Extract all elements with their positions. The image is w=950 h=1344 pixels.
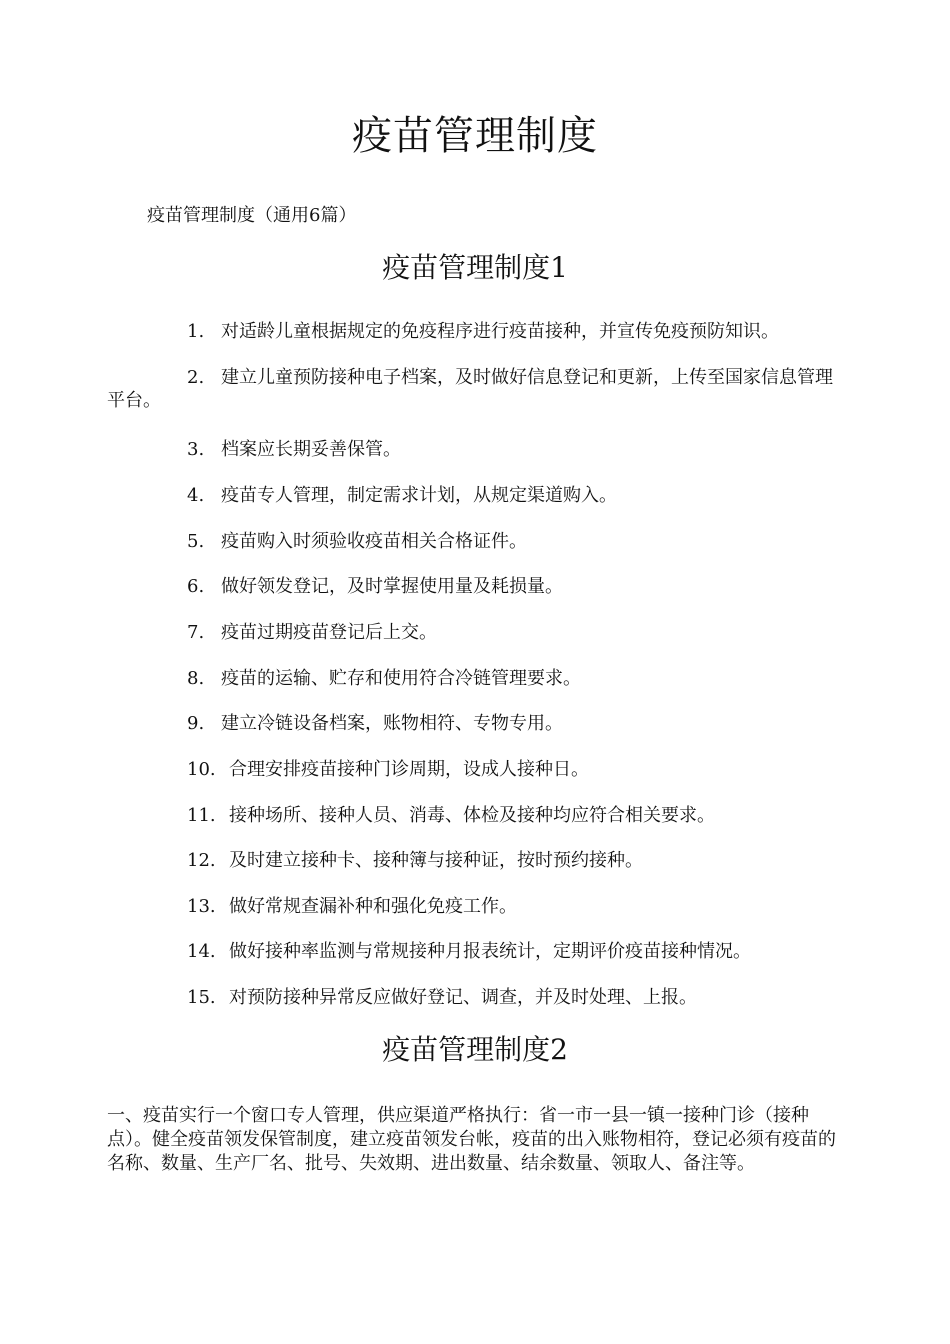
section-1-heading: 疫苗管理制度1 [382,251,568,284]
list-item-text: 做好领发登记，及时掌握使用量及耗损量。 [221,576,563,597]
list-item [107,895,847,918]
list-item [107,758,847,781]
section-2-paragraph: 一、疫苗实行一个窗口专人管理，供应渠道严格执行：省一市一县一镇一接种门诊（接种点）。健全疫苗领发保管制度，建立疫苗领发台帐，疫苗的出入账物相符，登记必须有疫苗的名称、数量、生产厂名、批号、失效期、进出数量、结余数量、领取人、备注等。 [107,1105,836,1174]
list-item-number: 3. [187,439,205,460]
list-item-number: 15. [187,987,216,1008]
list-item [107,712,847,735]
list-item-text: 建立冷链设备档案，账物相符、专物专用。 [221,713,563,734]
document-title: 疫苗管理制度 [352,113,598,159]
list-item [107,366,847,412]
list-item-number: 10. [187,759,216,780]
list-item-text: 疫苗购入时须验收疫苗相关合格证件。 [221,531,527,552]
list-item-number: 1. [187,321,205,342]
list-item-text: 疫苗的运输、贮存和使用符合冷链管理要求。 [221,668,581,689]
list-item-text: 建立儿童预防接种电子档案，及时做好信息登记和更新，上传至国家信息管理平台。 [107,367,833,411]
list-item [107,484,847,507]
list-item [107,986,847,1009]
list-item-number: 11. [187,805,216,826]
list-item [107,320,847,343]
list-item-text: 合理安排疫苗接种门诊周期，设成人接种日。 [229,759,589,780]
list-item-text: 接种场所、接种人员、消毒、体检及接种均应符合相关要求。 [229,805,715,826]
list-item-number: 9. [187,713,205,734]
list-item-number: 5. [187,531,205,552]
list-item [107,621,847,644]
list-item-text: 疫苗过期疫苗登记后上交。 [221,622,437,643]
list-item [107,667,847,690]
list-item-text: 做好常规查漏补种和强化免疫工作。 [229,896,517,917]
list-item-text: 做好接种率监测与常规接种月报表统计，定期评价疫苗接种情况。 [229,941,751,962]
list-item [107,438,847,461]
list-item-text: 及时建立接种卡、接种簿与接种证，按时预约接种。 [229,850,643,871]
section-2-heading: 疫苗管理制度2 [382,1033,568,1066]
list-item-text: 对预防接种异常反应做好登记、调查，并及时处理、上报。 [229,987,697,1008]
list-item-text: 对适龄儿童根据规定的免疫程序进行疫苗接种，并宣传免疫预防知识。 [221,321,779,342]
list-item-number: 12. [187,850,216,871]
list-item-number: 8. [187,668,205,689]
list-item-text: 疫苗专人管理，制定需求计划，从规定渠道购入。 [221,485,617,506]
document-subtitle: 疫苗管理制度（通用6篇） [147,205,357,226]
list-item [107,575,847,598]
list-item [107,804,847,827]
list-item-number: 6. [187,576,205,597]
list-item-text: 档案应长期妥善保管。 [221,439,401,460]
list-item [107,530,847,553]
list-item [107,940,847,963]
list-item-number: 4. [187,485,205,506]
list-item-number: 2. [187,367,205,388]
list-item-number: 7. [187,622,205,643]
list-item [107,849,847,872]
list-item-number: 13. [187,896,216,917]
list-item-number: 14. [187,941,216,962]
